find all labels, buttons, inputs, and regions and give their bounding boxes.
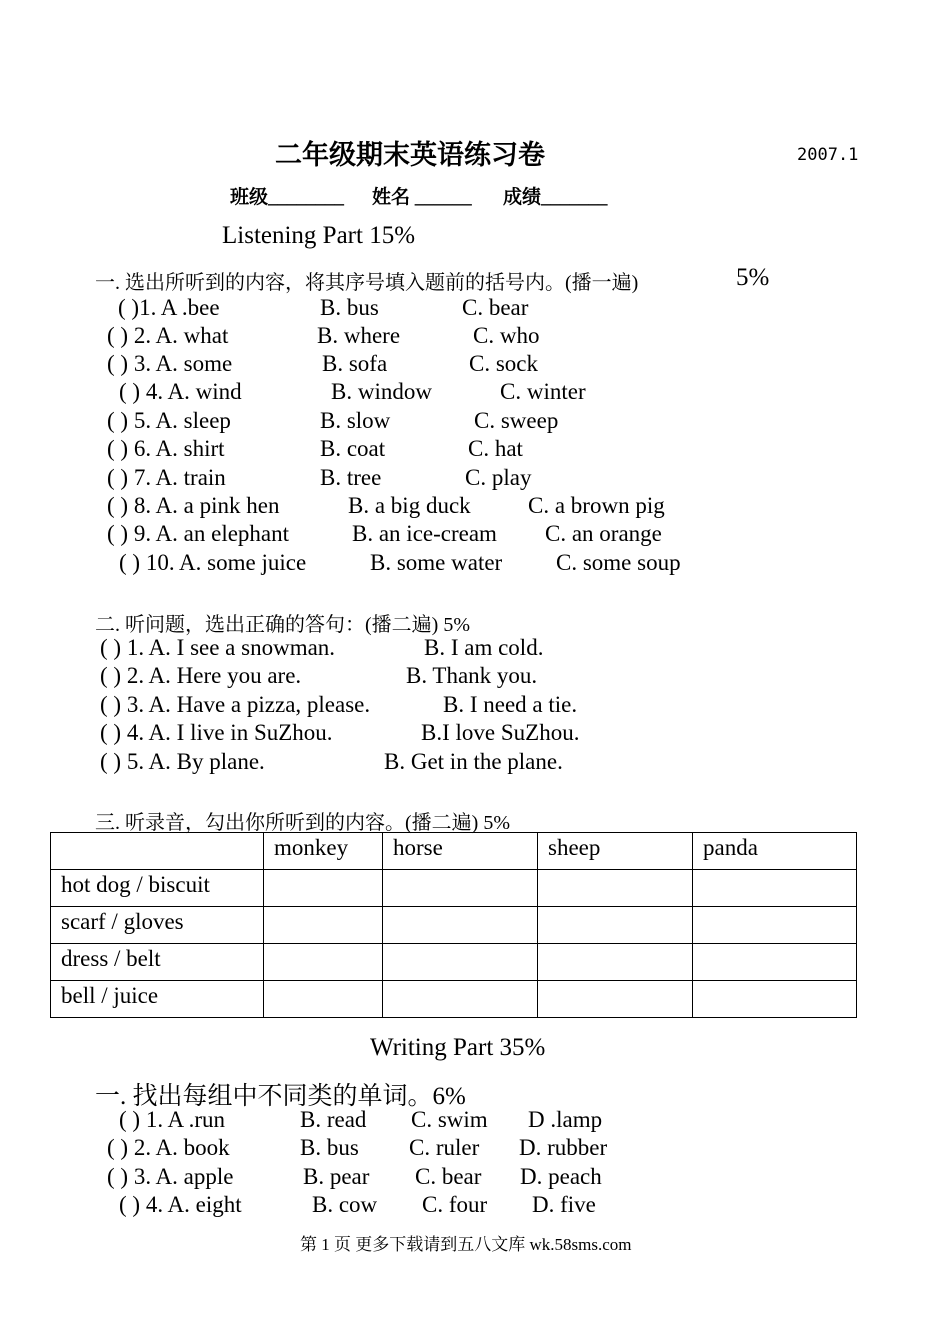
question-choice-a: ( ) 2. A. what: [107, 323, 229, 348]
check-cell[interactable]: [383, 981, 538, 1018]
question-choice-b: B. an ice-cream: [352, 521, 497, 546]
word-choice-b: B. bus: [300, 1135, 359, 1160]
word-choice-c: C. swim: [411, 1107, 488, 1132]
answer-choice-a: ( ) 3. A. Have a pizza, please.: [100, 692, 371, 717]
writing-heading: Writing Part 35%: [370, 1034, 546, 1061]
word-choice-d: D. peach: [520, 1164, 602, 1189]
table-row-label: bell / juice: [51, 981, 264, 1018]
word-choice-c: C. four: [422, 1192, 488, 1217]
question-choice-b: B. a big duck: [348, 493, 471, 518]
check-cell[interactable]: [538, 870, 693, 907]
table-header-cell: [51, 833, 264, 870]
question-choice-a: ( )1. A .bee: [118, 295, 220, 320]
question-choice-a: ( ) 4. A. wind: [119, 379, 242, 404]
check-cell[interactable]: [264, 981, 383, 1018]
listening-checklist-table: [50, 832, 857, 1018]
question-choice-b: B. slow: [320, 408, 391, 433]
question-choice-a: ( ) 7. A. train: [107, 465, 226, 490]
question-choice-c: C. play: [465, 465, 532, 490]
check-cell[interactable]: [693, 981, 857, 1018]
question-choice-b: B. some water: [370, 550, 503, 575]
word-choice-c: C. bear: [415, 1164, 482, 1189]
answer-choice-b: B. I am cold.: [424, 635, 544, 660]
name-field: 姓名 ______: [372, 187, 472, 208]
answer-choice-a: ( ) 2. A. Here you are.: [100, 663, 302, 688]
answer-choice-a: ( ) 4. A. I live in SuZhou.: [100, 720, 333, 745]
listening-s1-title: 一. 选出所听到的内容，将其序号填入题前的括号内。(播一遍): [95, 272, 639, 294]
check-cell[interactable]: [693, 944, 857, 981]
word-choice-b: B. cow: [312, 1192, 378, 1217]
listening-s1-points: 5%: [736, 264, 770, 291]
word-choice-d: D. five: [532, 1192, 596, 1217]
question-choice-b: B. bus: [320, 295, 379, 320]
table-header-cell: monkey: [264, 833, 383, 870]
table-header-cell: sheep: [538, 833, 693, 870]
word-choice-b: B. pear: [303, 1164, 370, 1189]
listening-s2-title: 二. 听问题，选出正确的答句：(播二遍) 5%: [95, 614, 470, 636]
check-cell[interactable]: [383, 907, 538, 944]
table-row: [51, 870, 857, 907]
table-row-label: dress / belt: [51, 944, 264, 981]
check-cell[interactable]: [264, 944, 383, 981]
question-choice-b: B. window: [331, 379, 432, 404]
check-cell[interactable]: [538, 907, 693, 944]
question-choice-c: C. bear: [462, 295, 529, 320]
listening-heading: Listening Part 15%: [222, 222, 416, 249]
check-cell[interactable]: [538, 981, 693, 1018]
question-choice-b: B. sofa: [322, 351, 388, 376]
answer-choice-a: ( ) 5. A. By plane.: [100, 749, 265, 774]
word-choice-a: ( ) 4. A. eight: [119, 1192, 242, 1217]
question-choice-b: B. tree: [320, 465, 382, 490]
score-field: 成绩_______: [503, 187, 608, 208]
question-choice-c: C. who: [473, 323, 540, 348]
word-choice-a: ( ) 2. A. book: [107, 1135, 230, 1160]
table-header-row: [51, 833, 857, 870]
word-choice-c: C. ruler: [409, 1135, 480, 1160]
word-choice-d: D .lamp: [528, 1107, 603, 1132]
question-choice-c: C. sock: [469, 351, 538, 376]
question-choice-c: C. winter: [500, 379, 586, 404]
listening-s3-title: 三. 听录音，勾出你所听到的内容。(播二遍) 5%: [95, 812, 510, 834]
question-choice-c: C. some soup: [556, 550, 681, 575]
answer-choice-b: B.I love SuZhou.: [421, 720, 580, 745]
check-cell[interactable]: [383, 870, 538, 907]
writing-s1-title: 一. 找出每组中不同类的单词。6%: [95, 1083, 466, 1110]
table-row: [51, 907, 857, 944]
question-choice-a: ( ) 6. A. shirt: [107, 436, 225, 461]
question-choice-a: ( ) 3. A. some: [107, 351, 233, 376]
answer-choice-b: B. I need a tie.: [443, 692, 578, 717]
page-footer: 第 1 页 更多下载请到五八文库 wk.58sms.com: [300, 1235, 632, 1254]
check-cell[interactable]: [264, 907, 383, 944]
question-choice-c: C. a brown pig: [528, 493, 665, 518]
class-field: 班级________: [230, 187, 345, 208]
question-choice-c: C. hat: [468, 436, 523, 461]
answer-choice-b: B. Thank you.: [406, 663, 538, 688]
question-choice-b: B. coat: [320, 436, 386, 461]
question-choice-a: ( ) 10. A. some juice: [119, 550, 307, 575]
word-choice-a: ( ) 1. A .run: [119, 1107, 226, 1132]
question-choice-c: C. sweep: [474, 408, 559, 433]
table-header-cell: panda: [693, 833, 857, 870]
check-cell[interactable]: [693, 907, 857, 944]
table-row: [51, 981, 857, 1018]
word-choice-a: ( ) 3. A. apple: [107, 1164, 234, 1189]
check-cell[interactable]: [264, 870, 383, 907]
question-choice-a: ( ) 9. A. an elephant: [107, 521, 290, 546]
question-choice-a: ( ) 5. A. sleep: [107, 408, 231, 433]
question-choice-c: C. an orange: [545, 521, 662, 546]
check-cell[interactable]: [693, 870, 857, 907]
question-choice-b: B. where: [317, 323, 401, 348]
table-row-label: hot dog / biscuit: [51, 870, 264, 907]
answer-choice-a: ( ) 1. A. I see a snowman.: [100, 635, 336, 660]
table-row-label: scarf / gloves: [51, 907, 264, 944]
page-title: 二年级期末英语练习卷: [275, 140, 545, 170]
question-choice-a: ( ) 8. A. a pink hen: [107, 493, 280, 518]
word-choice-d: D. rubber: [519, 1135, 608, 1160]
exam-date: 2007.1: [797, 145, 859, 165]
table-row: [51, 944, 857, 981]
check-cell[interactable]: [538, 944, 693, 981]
check-cell[interactable]: [383, 944, 538, 981]
word-choice-b: B. read: [300, 1107, 367, 1132]
table-header-cell: horse: [383, 833, 538, 870]
answer-choice-b: B. Get in the plane.: [384, 749, 563, 774]
